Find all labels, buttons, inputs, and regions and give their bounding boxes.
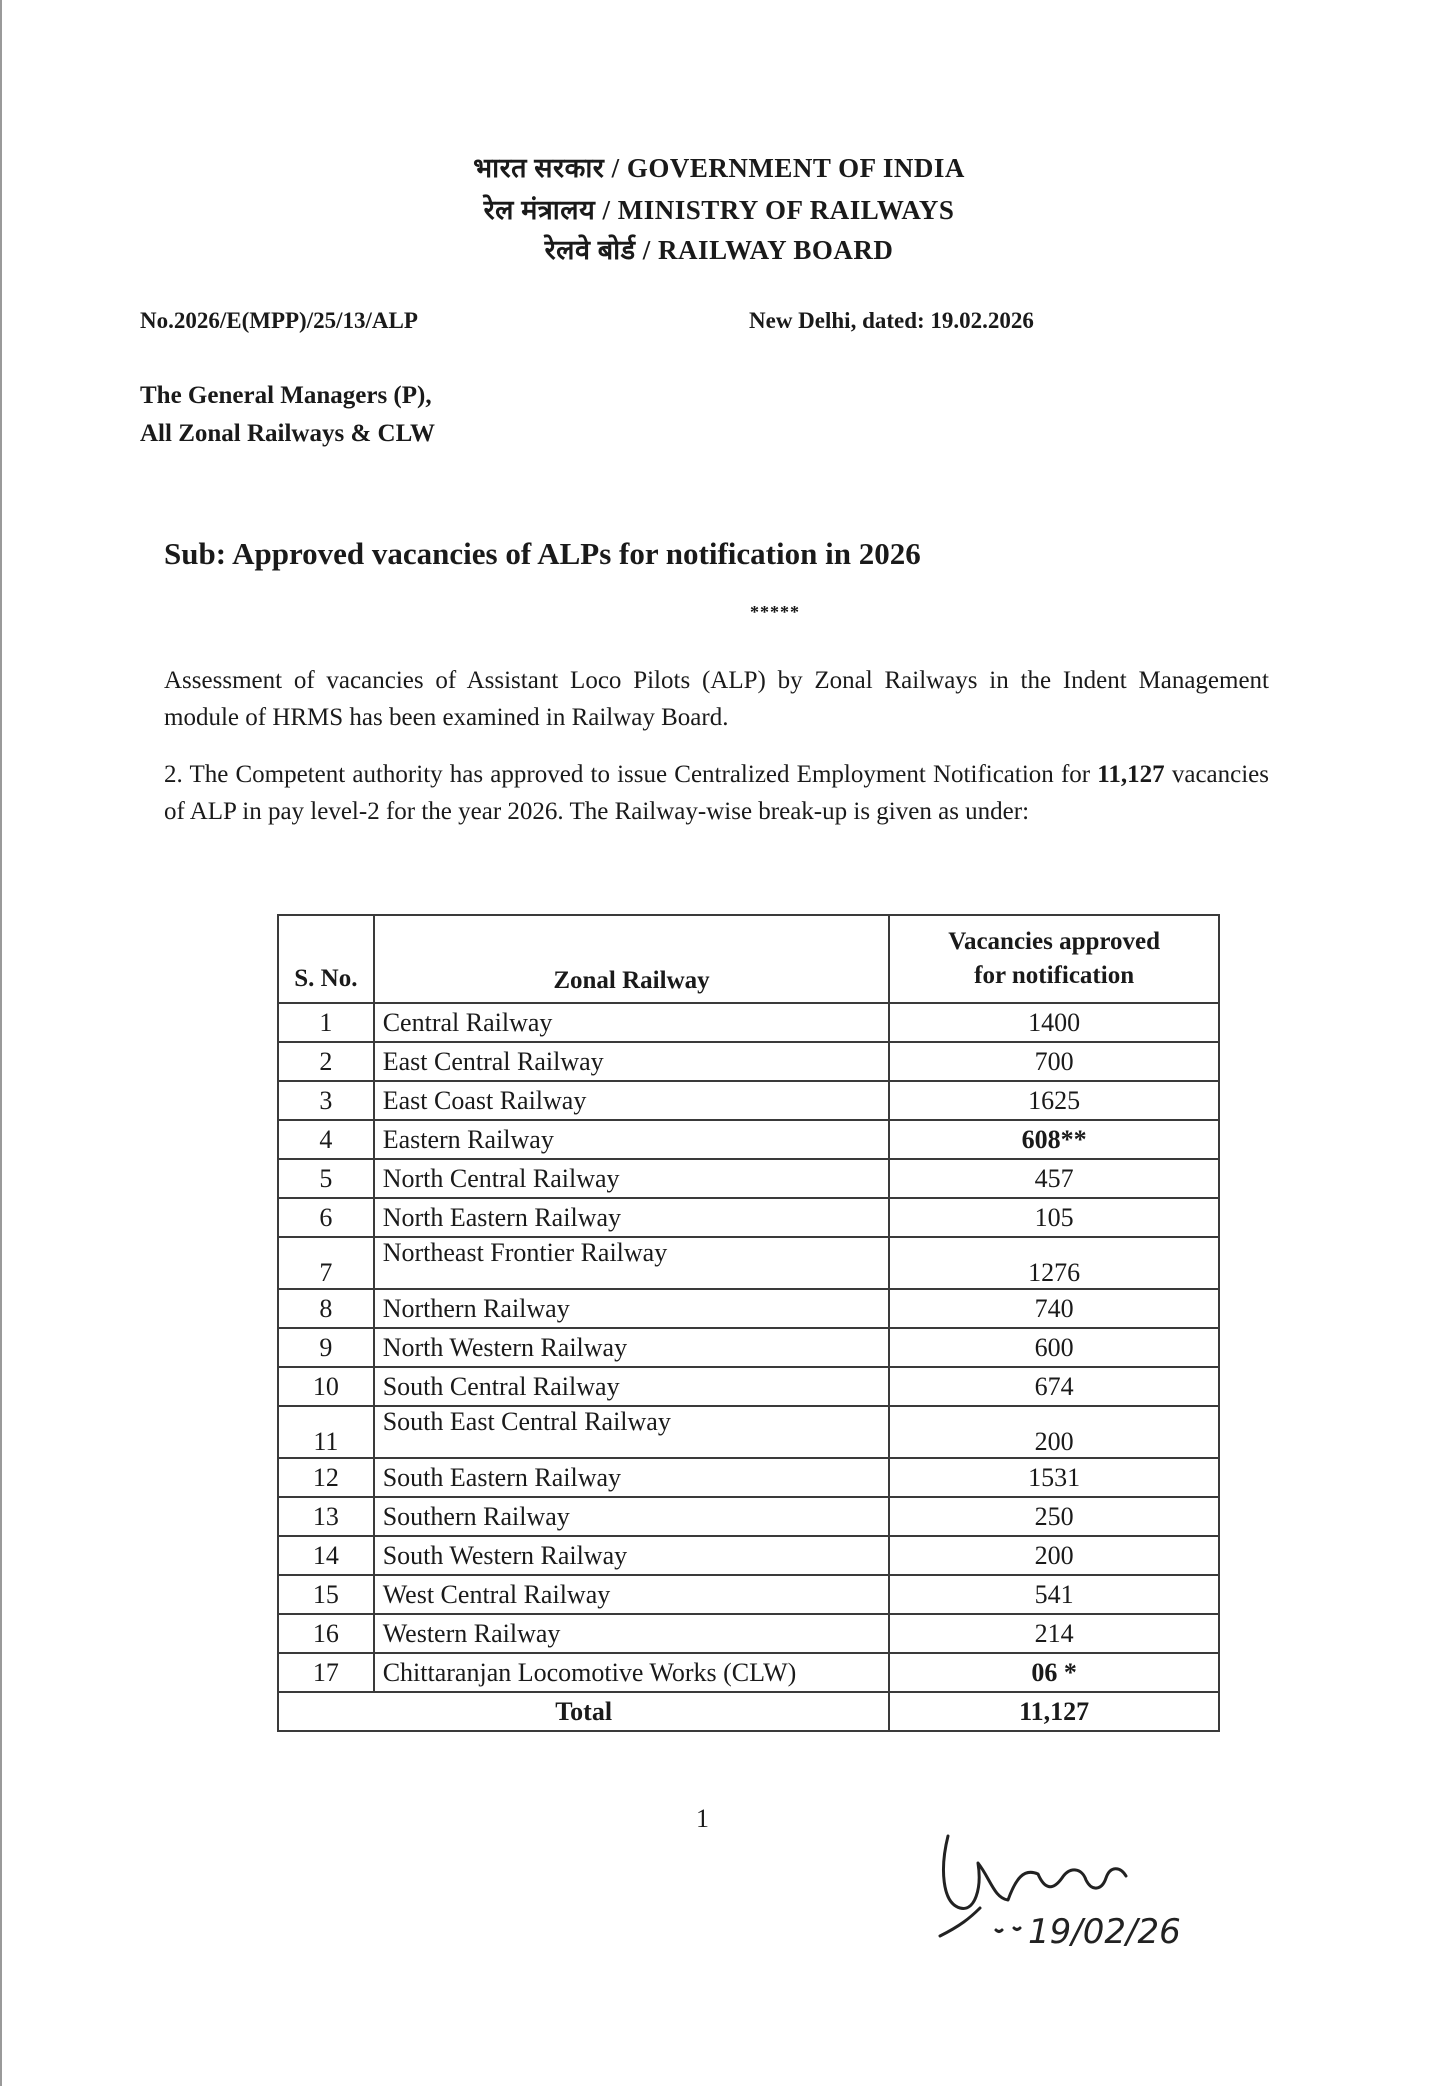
subject-line: Sub: Approved vacancies of ALPs for notification in 2026	[164, 536, 921, 571]
row-zone: Eastern Railway	[374, 1120, 890, 1159]
row-vacancies: 200	[889, 1536, 1219, 1575]
row-zone: Western Railway	[374, 1614, 890, 1653]
row-vacancies: 608**	[889, 1120, 1219, 1159]
reference-number: No.2026/E(MPP)/25/13/ALP	[140, 308, 418, 333]
row-zone: East Coast Railway	[374, 1081, 890, 1120]
table-row	[278, 1003, 1219, 1042]
row-zone: West Central Railway	[374, 1575, 890, 1614]
header-zonal-railway: Zonal Railway	[374, 915, 890, 1003]
row-zone: South Eastern Railway	[374, 1458, 890, 1497]
table-row	[278, 1328, 1219, 1367]
table-row	[278, 1614, 1219, 1653]
dated-line: New Delhi, dated: 19.02.2026	[749, 308, 1034, 333]
table-row	[278, 1575, 1219, 1614]
vacancy-table	[277, 914, 1220, 1732]
table-row	[278, 1458, 1219, 1497]
page-edge	[0, 0, 2, 2086]
row-vacancies: 200	[889, 1406, 1219, 1458]
row-vacancies: 214	[889, 1614, 1219, 1653]
row-sno: 6	[278, 1198, 374, 1237]
table-row	[278, 1406, 1219, 1458]
row-vacancies: 700	[889, 1042, 1219, 1081]
row-zone: Central Railway	[374, 1003, 890, 1042]
header-vacancies	[889, 915, 1219, 1003]
page-number: 1	[696, 1804, 709, 1833]
addressee-line-2: All Zonal Railways & CLW	[140, 420, 435, 447]
table-row	[278, 1120, 1219, 1159]
header-board: रेलवे बोर्ड / RAILWAY BOARD	[544, 235, 894, 265]
table-row	[278, 1367, 1219, 1406]
row-vacancies: 06 *	[889, 1653, 1219, 1692]
row-vacancies: 1400	[889, 1003, 1219, 1042]
row-vacancies: 600	[889, 1328, 1219, 1367]
row-sno: 10	[278, 1367, 374, 1406]
table-row	[278, 1198, 1219, 1237]
row-zone: Northeast Frontier Railway	[374, 1237, 890, 1289]
paragraph-2-vacancy-count: 11,127	[1097, 761, 1165, 788]
table-header-row	[278, 915, 1219, 1003]
paragraph-2-number: 2.	[164, 761, 183, 788]
row-sno: 12	[278, 1458, 374, 1497]
total-value: 11,127	[889, 1692, 1219, 1731]
row-vacancies: 1531	[889, 1458, 1219, 1497]
row-zone: South Central Railway	[374, 1367, 890, 1406]
header-vacancies-line-2: for notification	[974, 962, 1135, 989]
row-sno: 2	[278, 1042, 374, 1081]
header-government: भारत सरकार / GOVERNMENT OF INDIA	[473, 153, 965, 183]
handwritten-signature	[920, 1808, 1200, 1958]
row-vacancies: 740	[889, 1289, 1219, 1328]
table-row	[278, 1653, 1219, 1692]
row-sno: 13	[278, 1497, 374, 1536]
paragraph-2-text-a: The Competent authority has approved to issue Centralized Employment Notification for	[182, 761, 1098, 788]
row-zone: Northern Railway	[374, 1289, 890, 1328]
row-zone: Southern Railway	[374, 1497, 890, 1536]
row-zone: East Central Railway	[374, 1042, 890, 1081]
signature-date: 19/02/26	[1028, 1912, 1181, 1952]
row-sno: 15	[278, 1575, 374, 1614]
row-vacancies: 1625	[889, 1081, 1219, 1120]
row-sno: 17	[278, 1653, 374, 1692]
header-sno: S. No.	[278, 915, 374, 1003]
row-vacancies: 105	[889, 1198, 1219, 1237]
header-ministry: रेल मंत्रालय / MINISTRY OF RAILWAYS	[483, 195, 955, 225]
table-row	[278, 1081, 1219, 1120]
row-vacancies: 457	[889, 1159, 1219, 1198]
paragraph-2	[164, 756, 1269, 830]
row-sno: 16	[278, 1614, 374, 1653]
table-row	[278, 1289, 1219, 1328]
row-sno: 7	[278, 1237, 374, 1289]
row-zone: North Eastern Railway	[374, 1198, 890, 1237]
header-vacancies-line-1: Vacancies approved	[948, 928, 1161, 955]
row-sno: 8	[278, 1289, 374, 1328]
row-zone: South Western Railway	[374, 1536, 890, 1575]
row-sno: 3	[278, 1081, 374, 1120]
separator-stars: *****	[750, 602, 800, 622]
total-label: Total	[278, 1692, 889, 1731]
table-row	[278, 1042, 1219, 1081]
row-vacancies: 1276	[889, 1237, 1219, 1289]
row-sno: 14	[278, 1536, 374, 1575]
row-vacancies: 674	[889, 1367, 1219, 1406]
table-row	[278, 1536, 1219, 1575]
paragraph-2-text-b: vacancies of ALP in pay level-2 for the year 2026. The Railway-wise break-up is given as under:	[164, 761, 1269, 825]
row-sno: 4	[278, 1120, 374, 1159]
addressee-line-1: The General Managers (P),	[140, 382, 432, 409]
table-total-row	[278, 1692, 1219, 1731]
row-sno: 11	[278, 1406, 374, 1458]
row-zone: North Western Railway	[374, 1328, 890, 1367]
row-sno: 5	[278, 1159, 374, 1198]
row-sno: 1	[278, 1003, 374, 1042]
row-vacancies: 250	[889, 1497, 1219, 1536]
table-row	[278, 1237, 1219, 1289]
paragraph-1: Assessment of vacancies of Assistant Loco Pilots (ALP) by Zonal Railways in the Indent Management module of HRMS has been examined in Railway Board.	[164, 667, 1269, 731]
row-vacancies: 541	[889, 1575, 1219, 1614]
row-zone: Chittaranjan Locomotive Works (CLW)	[374, 1653, 890, 1692]
row-zone: North Central Railway	[374, 1159, 890, 1198]
table-row	[278, 1159, 1219, 1198]
row-sno: 9	[278, 1328, 374, 1367]
table-row	[278, 1497, 1219, 1536]
row-zone: South East Central Railway	[374, 1406, 890, 1458]
